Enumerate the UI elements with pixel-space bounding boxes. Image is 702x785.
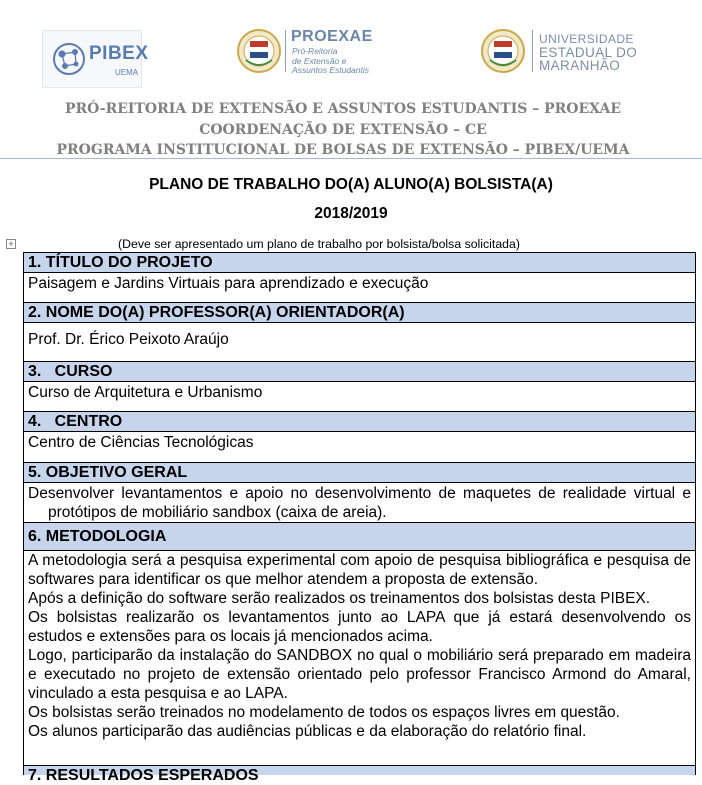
section-header-advisor: 2. NOME DO(A) PROFESSOR(A) ORIENTADOR(A)	[24, 302, 695, 323]
document-note: (Deve ser apresentado um plano de trabalho por bolsista/bolsa solicitada)	[118, 237, 520, 251]
uema-logo-line: ESTADUAL DO	[539, 44, 638, 60]
institution-line: PROGRAMA INSTITUCIONAL DE BOLSAS DE EXTENSÃO – PIBEX/UEMA	[56, 142, 630, 158]
institution-line: COORDENAÇÃO DE EXTENSÃO – CE	[199, 121, 487, 138]
pibex-logo-text: PIBEX	[89, 43, 149, 64]
institution-line: PRÓ-REITORIA DE EXTENSÃO E ASSUNTOS ESTUDANTIS – PROEXAE	[64, 101, 622, 117]
proexae-seal-icon	[236, 26, 282, 76]
uema-logo-line: UNIVERSIDADE	[539, 32, 634, 46]
uema-seal-icon	[480, 26, 526, 76]
methodology-paragraph: Os bolsistas realizarão os levantamentos junto ao LAPA que já estará desenvolvendo os estudos e extensões para os locais já mencionados acima.	[28, 609, 691, 645]
methodology-value[interactable]	[24, 551, 695, 765]
proexae-subtitle-line: Assuntos Estudantis	[292, 65, 370, 75]
proexae-subtitle-line: Pró-Reitoria	[292, 46, 338, 56]
course-value[interactable]: Curso de Arquitetura e Urbanismo	[28, 384, 263, 401]
header-divider	[0, 158, 702, 159]
section-header-methodology: 6. METODOLOGIA	[24, 522, 695, 551]
objective-value[interactable]: Desenvolver levantamentos e apoio no desenvolvimento de maquetes de realidade virtual e protótipos de mobiliário sandbox (caixa de areia).	[28, 485, 691, 521]
table-move-handle-icon[interactable]: +	[6, 239, 16, 249]
methodology-paragraph: Após a definição do software serão realizados os treinamentos dos bolsistas desta PIBEX.	[28, 590, 651, 607]
proexae-logo-subtitle	[292, 47, 369, 76]
institution-header	[0, 99, 686, 161]
methodology-paragraph: Os alunos participarão das audiências públicas e da elaboração do relatório final.	[28, 723, 587, 740]
methodology-paragraph: Os bolsistas serão treinados no modelamento de todos os espaços livres em questão.	[28, 704, 620, 721]
section-header-objective: 5. OBJETIVO GERAL	[24, 462, 695, 483]
work-plan-form	[23, 252, 696, 784]
proexae-logo-title: PROEXAE	[291, 28, 373, 45]
pibex-network-icon	[51, 41, 87, 77]
document-title: PLANO DE TRABALHO DO(A) ALUNO(A) BOLSISTA(A)	[149, 176, 553, 193]
methodology-paragraph: A metodologia será a pesquisa experimental com apoio de pesquisa bibliográfica e pesquisa de softwares para identificar os que melhor atendem a proposta de extensão.	[28, 552, 691, 588]
section-header-results: 7. RESULTADOS ESPERADOS	[24, 765, 695, 775]
uema-divider	[532, 30, 533, 72]
center-value[interactable]: Centro de Ciências Tecnológicas	[28, 434, 254, 451]
section-header-center: 4. CENTRO	[24, 411, 695, 432]
uema-logo-line: MARANHÃO	[539, 57, 621, 73]
section-header-title: 1. TÍTULO DO PROJETO	[24, 252, 695, 273]
pibex-logo-sub: UEMA	[115, 68, 139, 77]
project-title-value[interactable]: Paisagem e Jardins Virtuais para aprendizado e execução	[28, 275, 429, 292]
proexae-divider	[285, 30, 286, 72]
pibex-logo	[42, 30, 149, 88]
uema-logo-text	[539, 33, 637, 72]
document-year: 2018/2019	[314, 205, 388, 222]
advisor-name-value[interactable]: Prof. Dr. Érico Peixoto Araújo	[28, 331, 229, 348]
methodology-paragraph: Logo, participarão da instalação do SANDBOX no qual o mobiliário será preparado em madeira e executado no projeto de extensão orientado pelo professor Francisco Armond do Amaral, vinculado a esta pesquisa e ao LAPA.	[28, 647, 691, 702]
logo-bar	[0, 0, 702, 96]
section-header-course: 3. CURSO	[24, 361, 695, 382]
proexae-subtitle-line: de Extensão e	[292, 55, 347, 66]
